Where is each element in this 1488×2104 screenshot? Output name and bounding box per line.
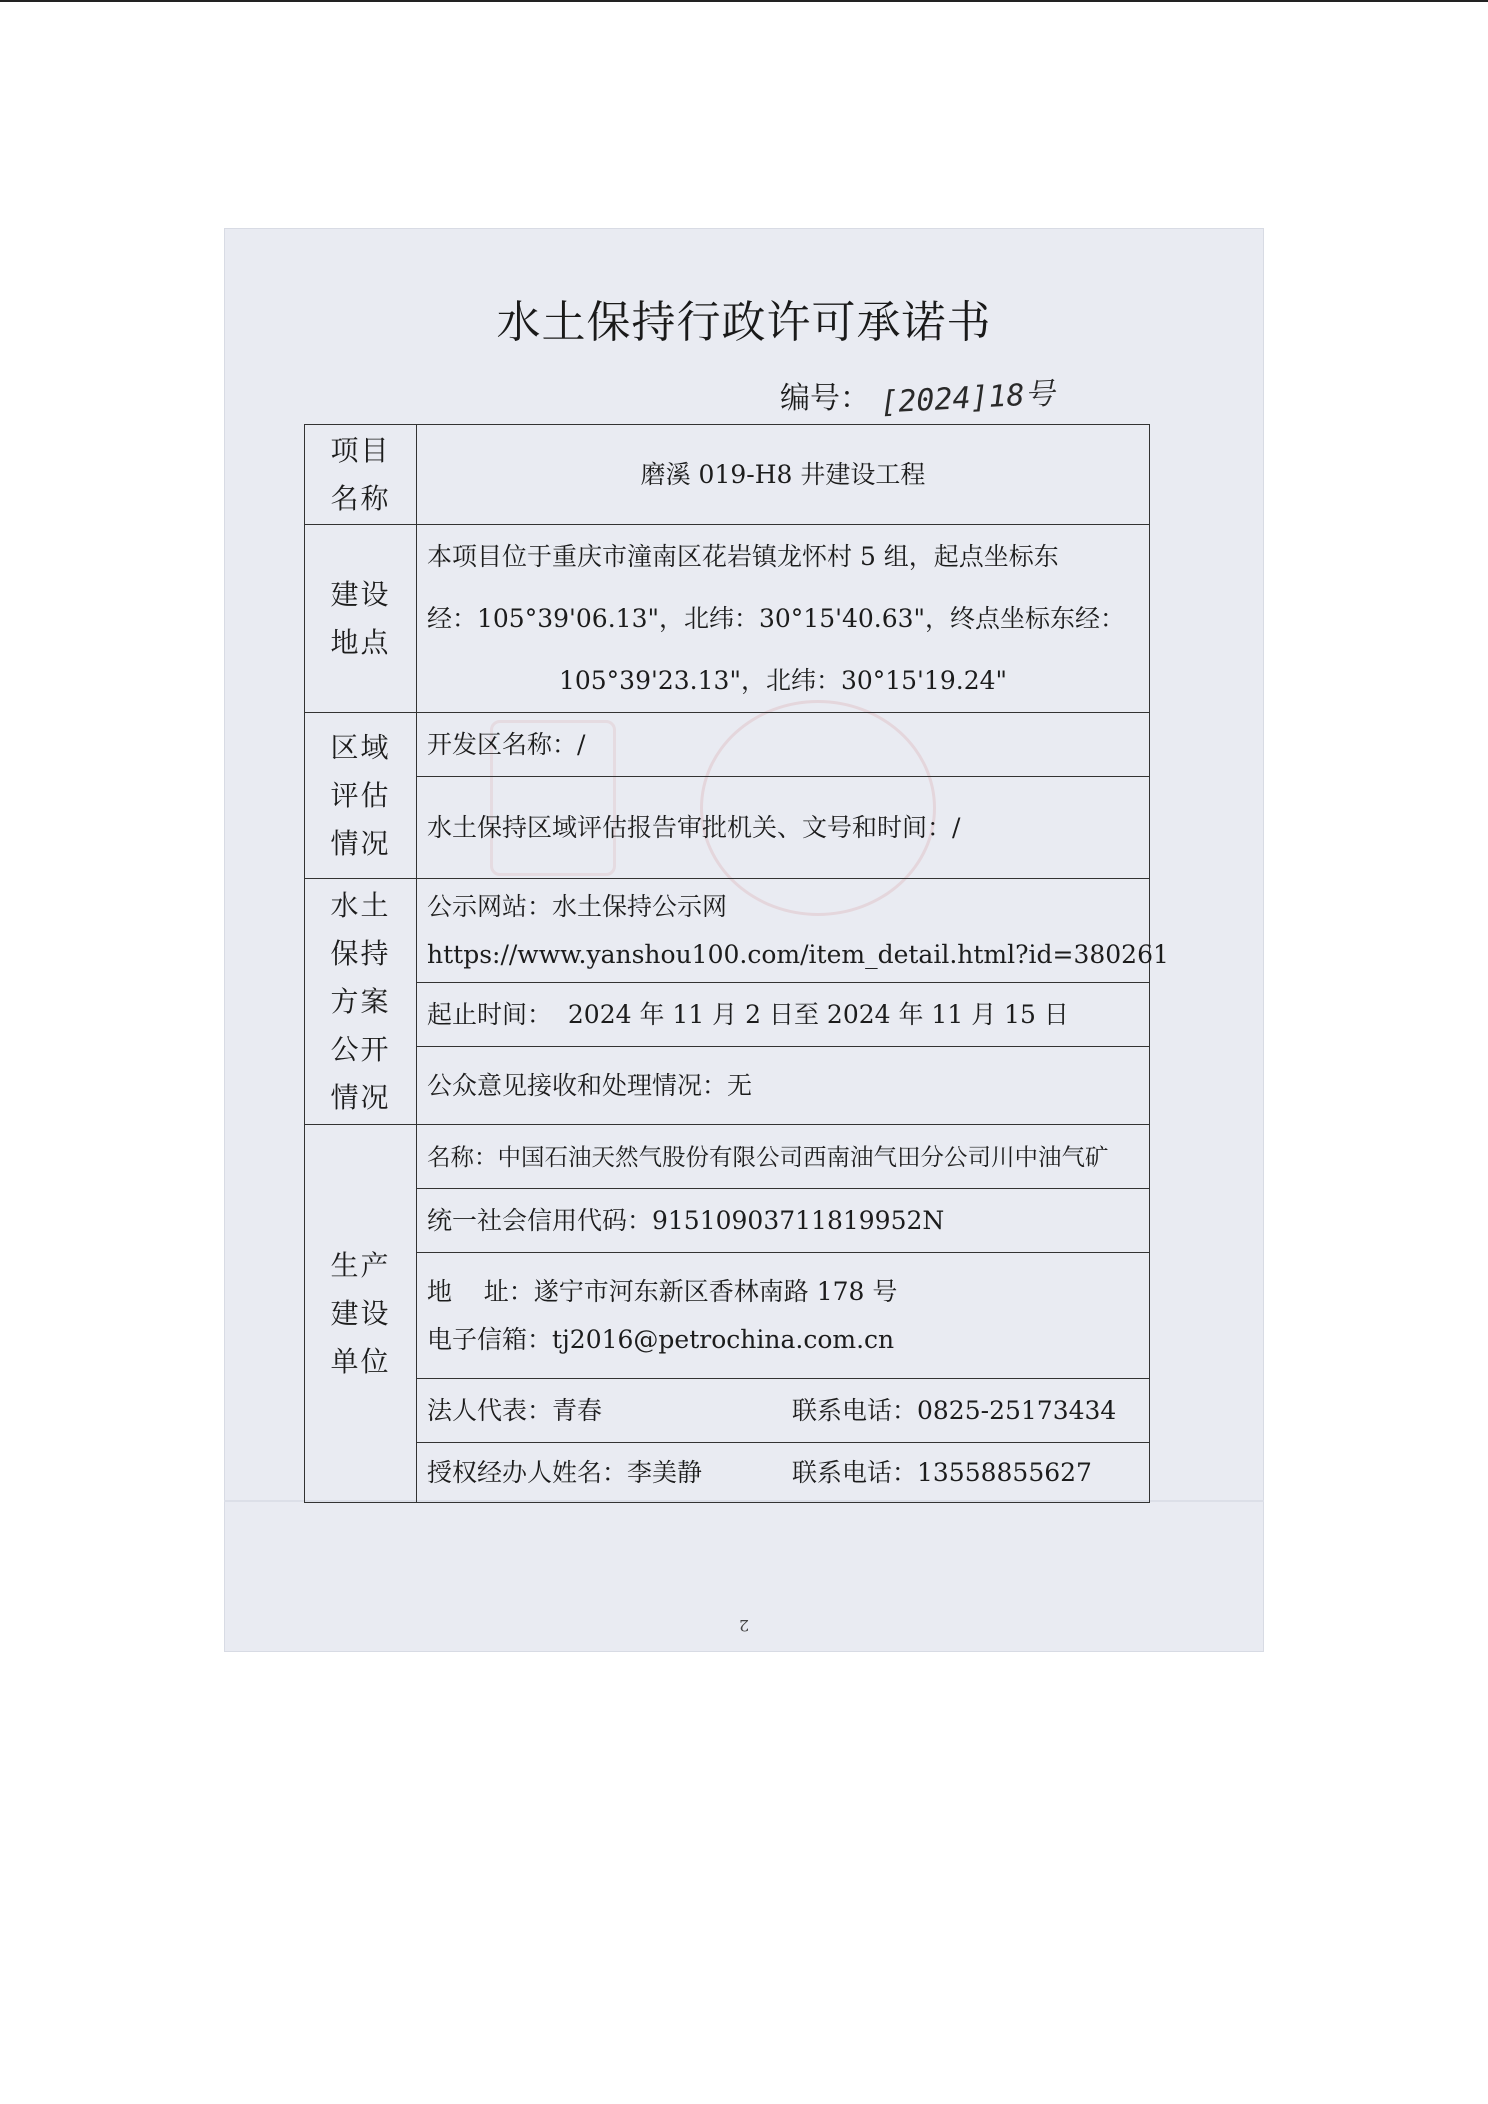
authorized-agent-phone: 联系电话：13558855627 <box>792 1457 1092 1487</box>
row-address-email <box>305 1253 1150 1379</box>
value-cell-location <box>417 525 1150 713</box>
document-number <box>780 373 1056 421</box>
value-cell-public-website <box>417 879 1169 983</box>
assessment-approval-value: 水土保持区域评估报告审批机关、文号和时间：/ <box>427 812 961 842</box>
label-location: 建设地点 <box>330 577 391 659</box>
label-cell-location <box>305 525 417 713</box>
value-cell-project-name <box>417 425 1150 525</box>
label-cell-plan-disclosure <box>305 879 417 1125</box>
commitment-form-table <box>304 424 1169 1503</box>
label-project-name: 项目名称 <box>330 433 391 515</box>
project-name-value: 磨溪 019-H8 井建设工程 <box>640 459 926 489</box>
location-text <box>417 526 1149 712</box>
email-value: 电子信箱：tj2016@petrochina.com.cn <box>427 1324 895 1354</box>
value-cell-authorized-agent <box>417 1443 1150 1503</box>
value-cell-legal-representative <box>417 1379 1150 1443</box>
label-cell-builder <box>305 1125 417 1503</box>
row-builder-name <box>305 1125 1150 1189</box>
label-builder: 生产建设单位 <box>330 1248 391 1378</box>
row-assessment-approval <box>305 777 1150 879</box>
public-feedback-value: 公众意见接收和处理情况：无 <box>427 1070 753 1100</box>
row-credit-code <box>305 1189 1150 1253</box>
row-project-name <box>305 425 1150 525</box>
location-line-3: 105°39'23.13"，北纬：30°15'19.24" <box>558 665 1008 695</box>
label-cell-regional-assessment <box>305 713 417 879</box>
authorized-agent-line <box>417 1449 1149 1497</box>
value-cell-zone-name <box>417 713 1150 777</box>
document-number-label: 编号： <box>780 381 870 416</box>
legal-representative-phone: 联系电话：0825-25173434 <box>792 1395 1117 1425</box>
value-cell-public-feedback <box>417 1047 1150 1125</box>
disclosure-period-value: 起止时间： 2024 年 11 月 2 日至 2024 年 11 月 15 日 <box>427 999 1069 1029</box>
value-cell-address-email <box>417 1253 1150 1379</box>
page-number: 2 <box>738 1616 750 1635</box>
row-zone-name <box>305 713 1150 777</box>
authorized-agent-value: 授权经办人姓名：李美静 <box>427 1457 703 1487</box>
top-border-line <box>0 0 1488 2</box>
value-cell-credit-code <box>417 1189 1150 1253</box>
credit-code-value: 统一社会信用代码：91510903711819952N <box>427 1205 945 1235</box>
document-title: 水土保持行政许可承诺书 <box>496 297 992 348</box>
value-cell-builder-name <box>417 1125 1150 1189</box>
value-cell-disclosure-period <box>417 983 1150 1047</box>
location-line-2: 经：105°39'06.13"，北纬：30°15'40.63"，终点坐标东经： <box>427 603 1126 633</box>
label-regional-assessment: 区域评估情况 <box>330 730 391 860</box>
location-line-1: 本项目位于重庆市潼南区花岩镇龙怀村 5 组，起点坐标东 <box>427 541 1059 571</box>
row-legal-representative <box>305 1379 1150 1443</box>
builder-name-value: 名称：中国石油天然气股份有限公司西南油气田分公司川中油气矿 <box>427 1142 1109 1171</box>
public-website-url: https://www.yanshou100.com/item_detail.html?id=380261 <box>427 939 1169 969</box>
legal-representative-line <box>417 1387 1149 1435</box>
row-location <box>305 525 1150 713</box>
label-plan-disclosure: 水土保持方案公开情况 <box>330 888 391 1114</box>
public-website-label: 公示网站：水土保持公示网 <box>427 891 728 921</box>
legal-representative-value: 法人代表：青春 <box>427 1395 603 1425</box>
address-value: 地 址：遂宁市河东新区香林南路 178 号 <box>427 1276 898 1306</box>
row-public-feedback <box>305 1047 1150 1125</box>
document-number-handwritten: [2024]18号 <box>879 376 1056 421</box>
label-cell-project-name <box>305 425 417 525</box>
row-disclosure-period <box>305 983 1150 1047</box>
row-authorized-agent <box>305 1443 1150 1503</box>
zone-name-value: 开发区名称：/ <box>427 729 586 759</box>
value-cell-assessment-approval <box>417 777 1150 879</box>
row-public-website <box>305 879 1150 983</box>
